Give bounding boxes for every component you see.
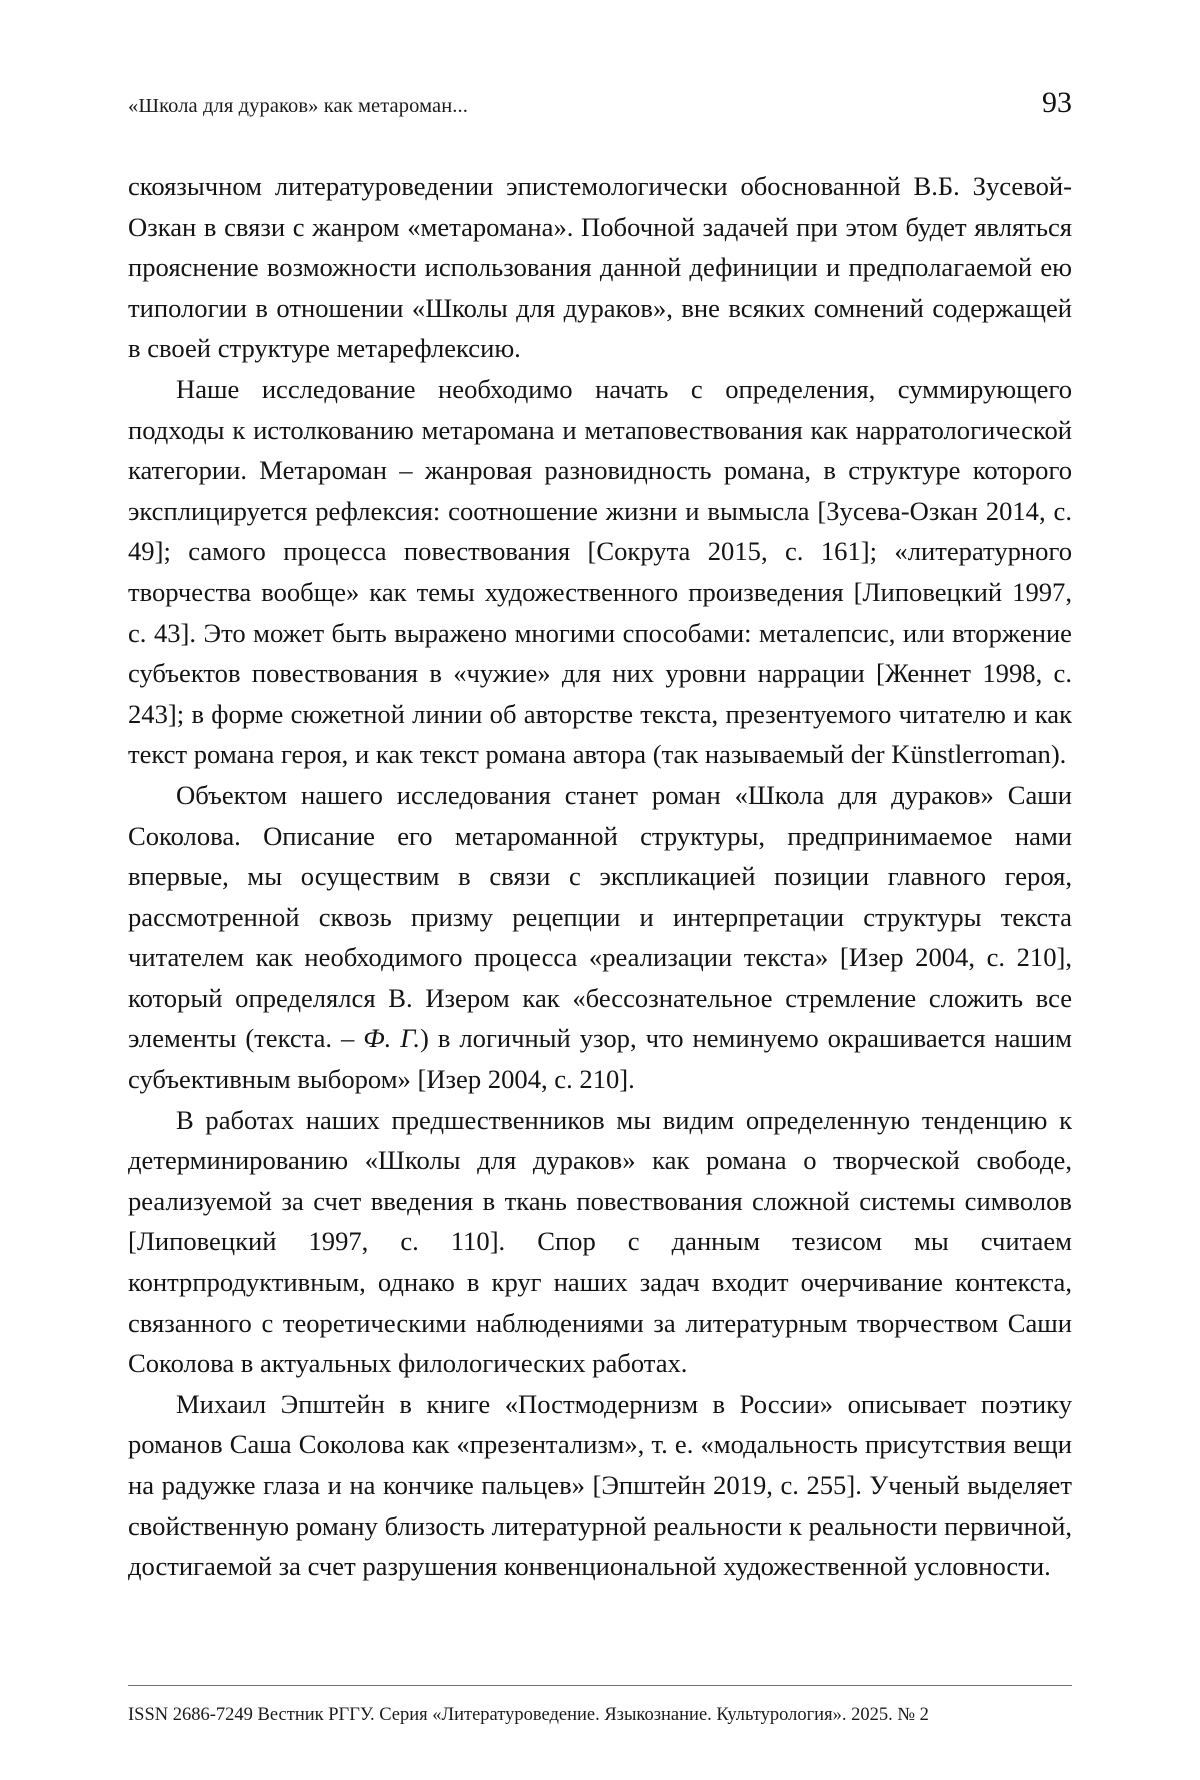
paragraph-1: скоязычном литературоведении эпистемологически обоснованной В.Б. Зусевой-Озкан в связи с жанром «метаромана». Побочной задачей при этом будет являться прояснение возможности использования данной дефиниции и предполагаемой ею типологии в отношении «Школы для дураков», вне всяких сомнений содержащей в своей структуре метарефлексию. bbox=[128, 171, 1072, 364]
running-head bbox=[128, 86, 1072, 120]
footer-citation: ISSN 2686-7249 Вестник РГГУ. Серия «Литературоведение. Языкознание. Культурология». 2025. № 2 bbox=[128, 1705, 929, 1725]
page-number: 93 bbox=[1042, 86, 1072, 119]
paragraph-2: Наше исследование необходимо начать с определения, суммирующего подходы к истолкованию метаромана и метаповествования как нарратологической категории. Метароман – жанровая разновидность романа, в структуре которого эксплицируется рефлексия: соотношение жизни и вымысла [Зусева-Озкан 2014, с. 49]; самого процесса повествования [Сокрута 2015, с. 161]; «литературного творчества вообще» как темы художественного произведения [Липовецкий 1997, с. 43]. Это может быть выражено многими способами: металепсис, или вторжение субъектов повествования в «чужие» для них уровни наррации [Женнет 1998, с. 243]; в форме сюжетной линии об авторстве текста, презентуемого читателю и как текст романа героя, и как текст романа автора (так называемый der Künstlerroman). bbox=[128, 373, 1072, 770]
paragraph-4: В работах наших предшественников мы видим определенную тенденцию к детерминированию «Школы для дураков» как романа о творческой свободе, реализуемой за счет введения в ткань повествования сложной системы символов [Липовецкий 1997, с. 110]. Спор с данным тезисом мы считаем контрпродуктивным, однако в круг наших задач входит очерчивание контекста, связанного с теоретическими наблюдениями за литературным творчеством Саши Соколова в актуальных филологических работах. bbox=[128, 1104, 1072, 1379]
paragraph-3-part-1: Объектом нашего исследования станет роман «Школа для дураков» Саши Соколова. Описание его метароманной структуры, предпринимаемое нами впервые, мы осуществим в связи с экспликацией позиции главного героя, рассмотренной сквозь призму рецепции и интерпретации структуры текста читателем как необходимого процесса «реализации текста» [Изер 2004, с. 210], который определялся В. Изером как «бессознательное стремление сложить все элементы (текста. – bbox=[128, 779, 1072, 1054]
body-text bbox=[128, 166, 1072, 1587]
paragraph-3 bbox=[128, 775, 1072, 1100]
footer-divider bbox=[128, 1685, 1072, 1686]
paragraph-5: Михаил Эпштейн в книге «Постмодернизм в России» описывает поэтику романов Саша Соколова как «презентализм», т. е. «модальность присутствия вещи на радужке глаза и на кончике пальцев» [Эпштейн 2019, с. 255]. Ученый выделяет свойственную роману близость литературной реальности к реальности первичной, достигаемой за счет разрушения конвенциональной художественной условности. bbox=[128, 1388, 1072, 1582]
paragraph-3-initials: Ф. Г. bbox=[363, 1023, 421, 1054]
paragraph-3-part-2: ) в логичный узор, что неминуемо окрашивается нашим субъективным выбором» [Изер 2004, с. 210]. bbox=[128, 1023, 1072, 1095]
running-head-title: «Школа для дураков» как метароман... bbox=[128, 95, 468, 117]
